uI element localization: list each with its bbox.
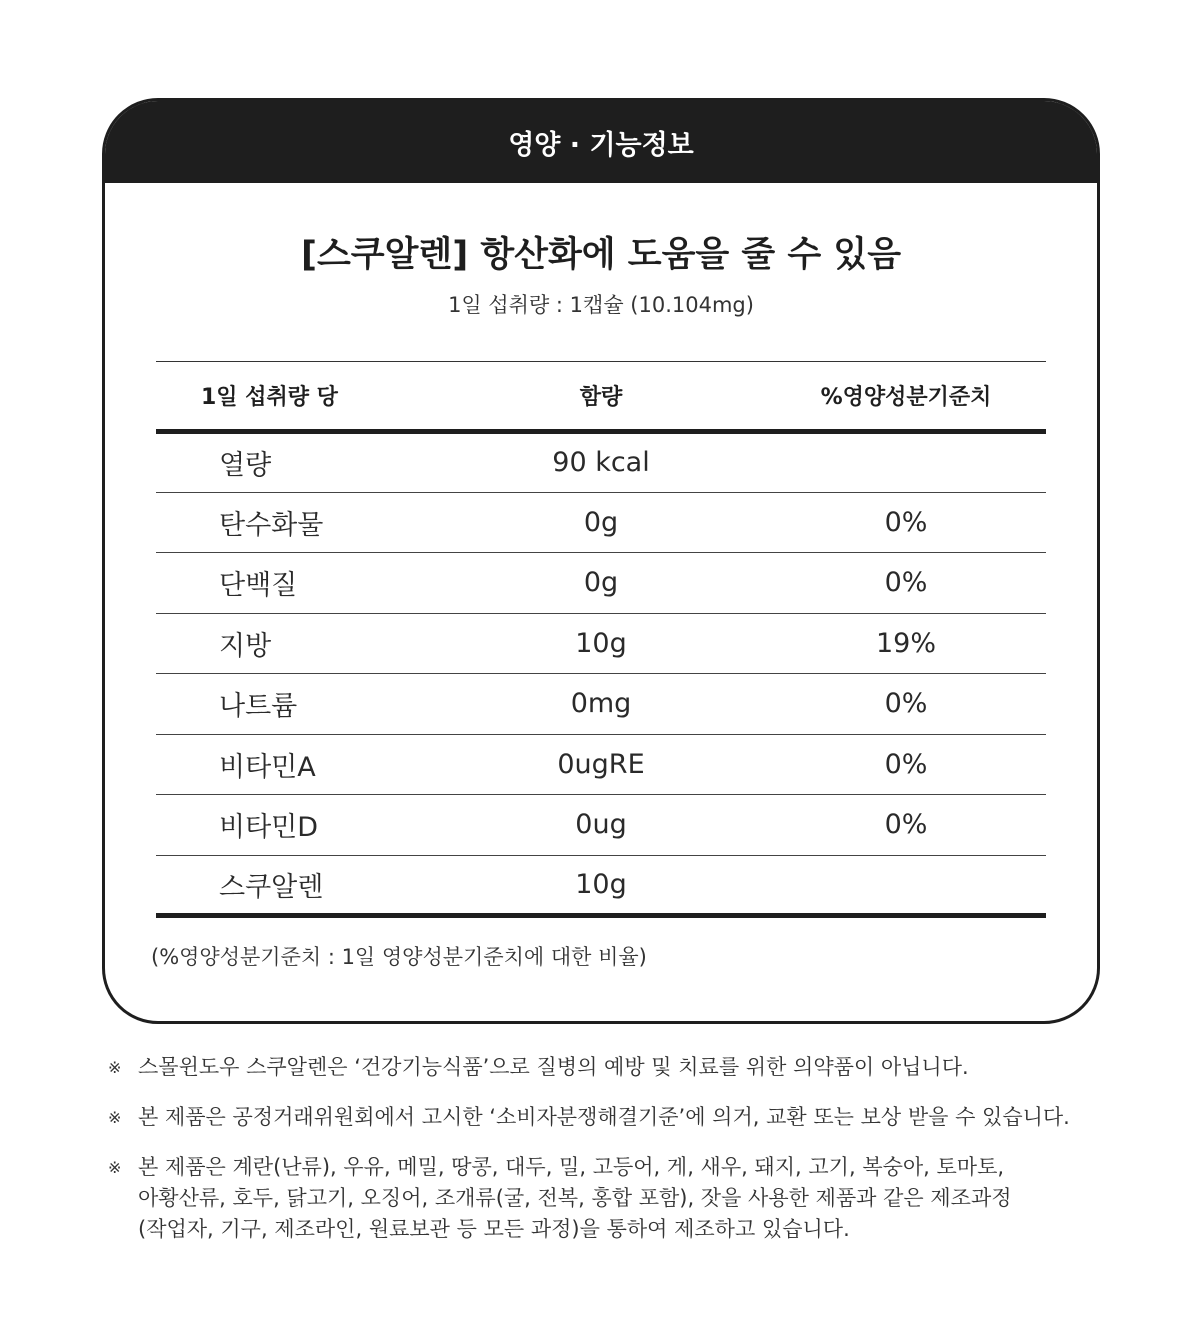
nutrient-amount: 0g <box>486 553 716 614</box>
nutrient-amount: 0ugRE <box>486 734 716 795</box>
nutrient-percent <box>716 432 1046 493</box>
table-row <box>156 674 1046 735</box>
nutrient-name: 비타민D <box>156 795 486 856</box>
notice-line: 본 제품은 계란(난류), 우유, 메밀, 땅콩, 대두, 밀, 고등어, 게, 새우, 돼지, 고기, 복숭아, 토마토, <box>138 1155 1005 1179</box>
table-row <box>156 432 1046 493</box>
table-row <box>156 795 1046 856</box>
nutrient-amount: 10g <box>486 855 716 916</box>
table-row <box>156 613 1046 674</box>
nutrient-amount: 0g <box>486 492 716 553</box>
nutrient-name: 스쿠알렌 <box>156 855 486 916</box>
nutrition-info-card <box>102 98 1100 1024</box>
notice-list <box>108 1052 1108 1264</box>
nutrient-name: 열량 <box>156 432 486 493</box>
list-item <box>108 1102 1108 1133</box>
list-item <box>108 1152 1108 1245</box>
column-header-per-serving: 1일 섭취량 당 <box>156 362 486 432</box>
nutrient-percent: 0% <box>716 734 1046 795</box>
nutrient-name: 비타민A <box>156 734 486 795</box>
nutrient-name: 탄수화물 <box>156 492 486 553</box>
notice-text <box>138 1052 1108 1083</box>
card-header-title: 영양 · 기능정보 <box>508 129 694 161</box>
table-header-row <box>156 362 1046 432</box>
notice-line: (작업자, 기구, 제조라인, 원료보관 등 모든 과정)을 통하여 제조하고 있습니다. <box>138 1217 850 1241</box>
table-row <box>156 553 1046 614</box>
column-header-amount: 함량 <box>486 362 716 432</box>
nutrient-name: 지방 <box>156 613 486 674</box>
notice-text <box>138 1102 1108 1133</box>
daily-value-footnote: (%영양성분기준치 : 1일 영양성분기준치에 대한 비율) <box>151 945 647 969</box>
list-item <box>108 1052 1108 1083</box>
nutrient-percent: 0% <box>716 674 1046 735</box>
nutrient-percent: 0% <box>716 492 1046 553</box>
nutrient-percent: 19% <box>716 613 1046 674</box>
nutrient-amount: 0ug <box>486 795 716 856</box>
serving-size: 1일 섭취량 : 1캡슐 (10.104mg) <box>448 293 754 317</box>
nutrient-percent <box>716 855 1046 916</box>
nutrient-percent: 0% <box>716 553 1046 614</box>
functional-claim: [스쿠알렌] 항산화에 도움을 줄 수 있음 <box>300 235 902 275</box>
nutrient-name: 나트륨 <box>156 674 486 735</box>
reference-mark-icon: ※ <box>108 1058 122 1077</box>
nutrition-table <box>156 361 1046 918</box>
table-row <box>156 492 1046 553</box>
nutrient-amount: 10g <box>486 613 716 674</box>
reference-mark-icon: ※ <box>108 1108 122 1127</box>
card-header <box>105 101 1097 183</box>
notice-line: 스몰윈도우 스쿠알렌은 ‘건강기능식품’으로 질병의 예방 및 치료를 위한 의약품이 아닙니다. <box>138 1055 969 1079</box>
nutrient-percent: 0% <box>716 795 1046 856</box>
nutrient-amount: 0mg <box>486 674 716 735</box>
table-row <box>156 734 1046 795</box>
notice-line: 본 제품은 공정거래위원회에서 고시한 ‘소비자분쟁해결기준’에 의거, 교환 또는 보상 받을 수 있습니다. <box>138 1105 1070 1129</box>
notice-line: 아황산류, 호두, 닭고기, 오징어, 조개류(굴, 전복, 홍합 포함), 잣을 사용한 제품과 같은 제조과정 <box>138 1186 1012 1210</box>
nutrient-name: 단백질 <box>156 553 486 614</box>
reference-mark-icon: ※ <box>108 1158 122 1177</box>
column-header-daily-value: %영양성분기준치 <box>716 362 1046 432</box>
notice-text <box>138 1152 1108 1245</box>
table-row <box>156 855 1046 916</box>
nutrient-amount: 90 kcal <box>486 432 716 493</box>
